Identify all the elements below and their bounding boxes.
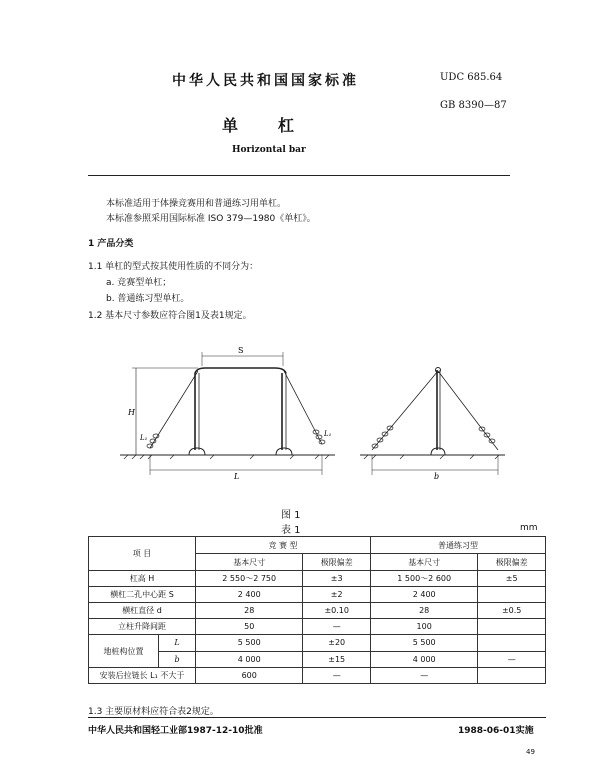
item-a: a. 竞赛型单杠； bbox=[106, 278, 172, 288]
cell: — bbox=[303, 668, 371, 684]
cell: ±2 bbox=[303, 587, 371, 603]
dim-label-s: S bbox=[238, 346, 244, 355]
table-row bbox=[89, 603, 546, 619]
cell bbox=[478, 619, 546, 635]
cell bbox=[478, 587, 546, 603]
cell: ±5 bbox=[478, 571, 546, 587]
cell: 2 550～2 750 bbox=[196, 571, 303, 587]
cell: 5 500 bbox=[370, 635, 477, 652]
cell: 50 bbox=[196, 619, 303, 635]
row-item: 杠高 H bbox=[89, 571, 196, 587]
clause-1-3: 1.3 主要原材料应符合表2规定。 bbox=[88, 707, 219, 717]
table-row bbox=[89, 587, 546, 603]
cell: 100 bbox=[370, 619, 477, 635]
dim-label-l1-left: L₁ bbox=[140, 434, 148, 442]
sub-header-basic-2: 基本尺寸 bbox=[370, 554, 477, 571]
cell: — bbox=[370, 668, 477, 684]
row-item: 横杠二孔中心距 S bbox=[89, 587, 196, 603]
udc-code: UDC 685.64 bbox=[440, 72, 503, 83]
approval-line: 中华人民共和国轻工业部1987-12-10批准 bbox=[88, 726, 263, 736]
standard-name-english: Horizontal bar bbox=[232, 145, 306, 155]
page-number: 49 bbox=[526, 748, 535, 756]
table-row bbox=[89, 668, 546, 684]
figure-1-drawing bbox=[110, 340, 530, 490]
table-title: 表 1 bbox=[281, 525, 301, 536]
dim-label-b: b bbox=[434, 472, 440, 481]
anchor-sub-l: L bbox=[159, 635, 195, 652]
cell bbox=[478, 668, 546, 684]
group-competition-header: 竞 赛 型 bbox=[196, 537, 371, 554]
cell: ±20 bbox=[303, 635, 371, 652]
national-standard-title: 中华人民共和国国家标准 bbox=[172, 73, 359, 89]
col-item-header: 项 目 bbox=[89, 537, 196, 571]
cell: — bbox=[478, 651, 546, 668]
item-b: b. 普通练习型单杠。 bbox=[106, 294, 190, 304]
sub-header-basic: 基本尺寸 bbox=[196, 554, 303, 571]
cell: 2 400 bbox=[196, 587, 303, 603]
cell: ±3 bbox=[303, 571, 371, 587]
group-practice-header: 普通练习型 bbox=[370, 537, 545, 554]
anchor-group-label: 地桩构位置 bbox=[89, 635, 159, 667]
section-1-heading: 1 产品分类 bbox=[88, 239, 134, 249]
cell: — bbox=[303, 619, 371, 635]
anchor-group-cell bbox=[89, 635, 196, 668]
intro-line-2: 本标准参照采用国际标准 ISO 379—1980《单杠》。 bbox=[106, 214, 316, 224]
row-item: 立柱升降间距 bbox=[89, 619, 196, 635]
gb-code: GB 8390—87 bbox=[440, 100, 507, 111]
cell: ±0.5 bbox=[478, 603, 546, 619]
table-row bbox=[89, 619, 546, 635]
intro-line-1: 本标准适用于体操竞赛用和普通练习用单杠。 bbox=[106, 199, 287, 209]
table-row bbox=[89, 635, 546, 652]
implementation-date: 1988-06-01实施 bbox=[458, 726, 534, 736]
cell: 4 000 bbox=[370, 651, 477, 668]
cell bbox=[478, 635, 546, 652]
cell: 600 bbox=[196, 668, 303, 684]
row-item: 安装后拉链长 L₁ 不大于 bbox=[89, 668, 196, 684]
cell: 28 bbox=[196, 603, 303, 619]
sub-header-deviation-2: 极限偏差 bbox=[478, 554, 546, 571]
dim-label-l: L bbox=[234, 472, 240, 481]
table-row bbox=[89, 571, 546, 587]
sub-header-deviation: 极限偏差 bbox=[303, 554, 371, 571]
row-item: 横杠直径 d bbox=[89, 603, 196, 619]
anchor-sub-b: b bbox=[174, 655, 180, 664]
cell: 2 400 bbox=[370, 587, 477, 603]
cell: ±15 bbox=[303, 651, 371, 668]
footer-divider bbox=[88, 717, 546, 718]
figure-caption: 图 1 bbox=[281, 510, 301, 521]
clause-1-2: 1.2 基本尺寸参数应符合图1及表1规定。 bbox=[88, 311, 252, 321]
dim-label-h: H bbox=[128, 408, 135, 417]
cell: 4 000 bbox=[196, 651, 303, 668]
cell: 5 500 bbox=[196, 635, 303, 652]
cell: 28 bbox=[370, 603, 477, 619]
standard-name: 单杠 bbox=[222, 116, 335, 135]
dim-label-l1-right: L₁ bbox=[324, 430, 332, 438]
cell: ±0.10 bbox=[303, 603, 371, 619]
table-unit: mm bbox=[520, 523, 538, 533]
spec-table bbox=[88, 536, 546, 684]
cell: 1 500～2 600 bbox=[370, 571, 477, 587]
header-divider bbox=[88, 175, 510, 176]
clause-1-1: 1.1 单杠的型式按其使用性质的不同分为： bbox=[88, 262, 259, 272]
